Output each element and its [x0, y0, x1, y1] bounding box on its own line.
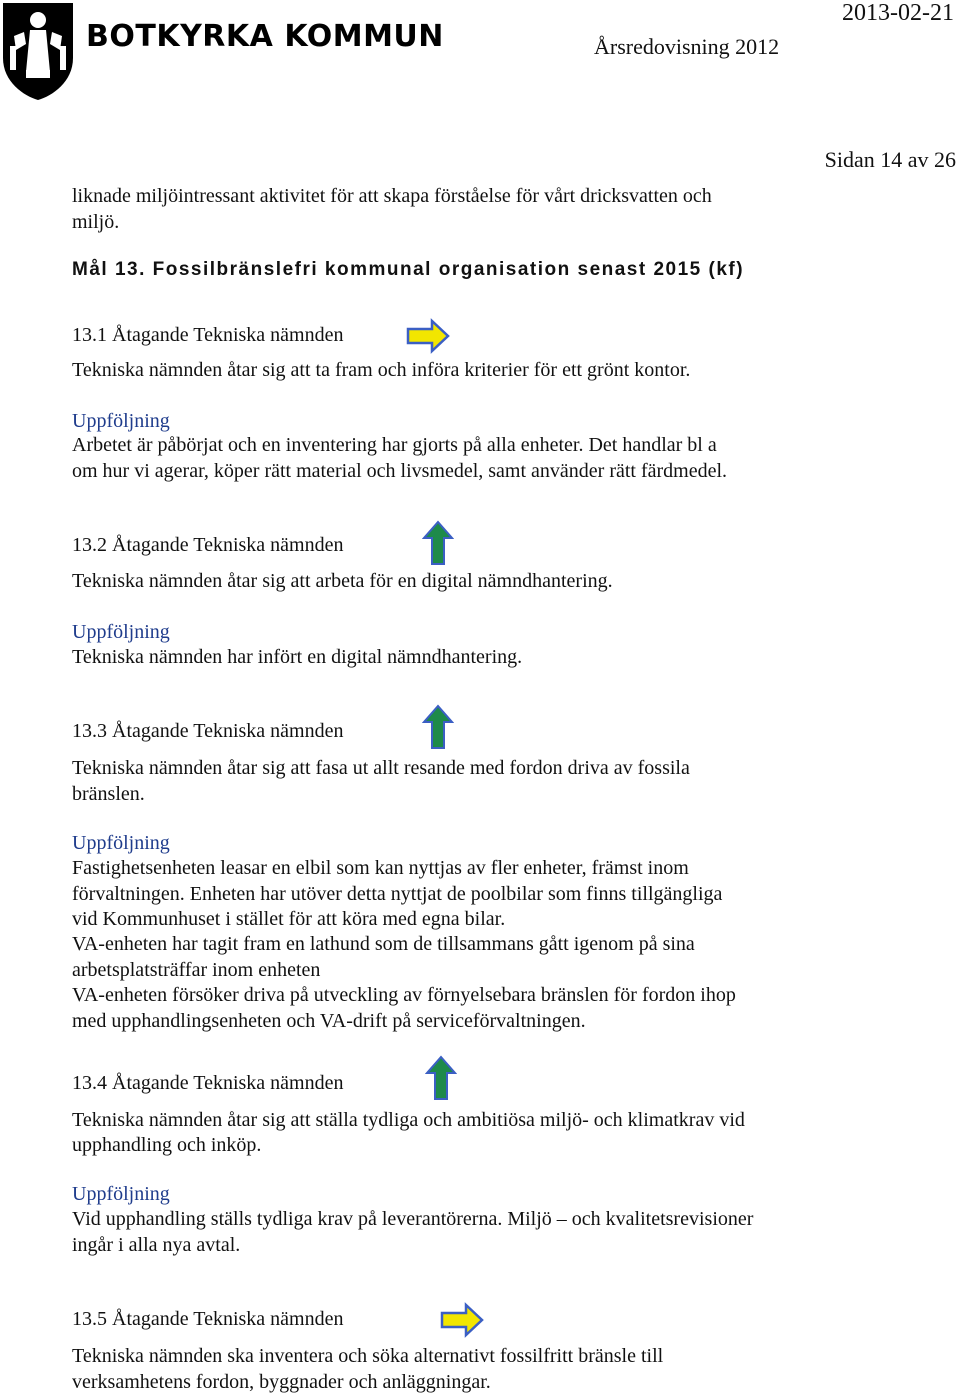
right-arrow-icon	[406, 318, 450, 354]
followup-label: Uppföljning	[72, 410, 170, 432]
followup-label: Uppföljning	[72, 1183, 170, 1205]
commitment-heading: 13.1 Åtagande Tekniska nämnden	[72, 324, 344, 346]
page-number: Sidan 14 av 26	[824, 147, 956, 172]
commitment-text: verksamhetens fordon, byggnader och anläggningar.	[72, 1371, 491, 1393]
municipality-shield-logo	[0, 0, 76, 102]
followup-text: Tekniska nämnden har infört en digital nämndhantering.	[72, 646, 523, 668]
intro-line: miljö.	[72, 211, 120, 233]
followup-text: Fastighetsenheten leasar en elbil som kan nyttjas av fler enheter, främst inom	[72, 857, 689, 879]
document-date: 2013-02-21	[842, 0, 954, 26]
followup-text: Arbetet är påbörjat och en inventering har gjorts på alla enheter. Det handlar bl a	[72, 434, 717, 456]
followup-text: förvaltningen. Enheten har utöver detta nyttjat de poolbilar som finns tillgängliga	[72, 883, 723, 905]
followup-text: ingår i alla nya avtal.	[72, 1234, 241, 1256]
report-title: Årsredovisning 2012	[594, 34, 780, 59]
followup-text: VA-enheten har tagit fram en lathund som de tillsammans gått igenom på sina	[72, 933, 695, 955]
commitment-text: Tekniska nämnden åtar sig att fasa ut allt resande med fordon driva av fossila	[72, 757, 690, 779]
commitment-heading: 13.5 Åtagande Tekniska nämnden	[72, 1308, 344, 1330]
followup-text: VA-enheten försöker driva på utveckling av förnyelsebara bränslen för fordon ihop	[72, 984, 736, 1006]
followup-text: om hur vi agerar, köper rätt material och livsmedel, samt använder rätt färdmedel.	[72, 460, 728, 482]
commitment-text: Tekniska nämnden åtar sig att ta fram och införa kriterier för ett grönt kontor.	[72, 359, 691, 381]
followup-label: Uppföljning	[72, 832, 170, 854]
commitment-text: Tekniska nämnden åtar sig att ställa tydliga och ambitiösa miljö- och klimatkrav vid	[72, 1109, 745, 1131]
followup-text: Vid upphandling ställs tydliga krav på leverantörerna. Miljö – och kvalitetsrevisioner	[72, 1208, 754, 1230]
followup-text: vid Kommunhuset i stället för att köra med egna bilar.	[72, 908, 506, 930]
commitment-text: Tekniska nämnden ska inventera och söka alternativt fossilfritt bränsle till	[72, 1345, 664, 1367]
intro-line: liknade miljöintressant aktivitet för att skapa förståelse för vårt dricksvatten och	[72, 185, 712, 207]
brand-name: BOTKYRKA KOMMUN	[86, 19, 444, 54]
commitment-heading: 13.3 Åtagande Tekniska nämnden	[72, 720, 344, 742]
followup-text: med upphandlingsenheten och VA-drift på serviceförvaltningen.	[72, 1010, 586, 1032]
up-arrow-icon	[425, 1055, 457, 1101]
commitment-text: upphandling och inköp.	[72, 1134, 262, 1156]
followup-label: Uppföljning	[72, 621, 170, 643]
commitment-heading: 13.2 Åtagande Tekniska nämnden	[72, 534, 344, 556]
commitment-heading: 13.4 Åtagande Tekniska nämnden	[72, 1072, 344, 1094]
up-arrow-icon	[422, 704, 454, 750]
right-arrow-icon	[440, 1302, 484, 1338]
commitment-text: Tekniska nämnden åtar sig att arbeta för en digital nämndhantering.	[72, 570, 613, 592]
goal-heading: Mål 13. Fossilbränslefri kommunal organisation senast 2015 (kf)	[72, 259, 745, 280]
up-arrow-icon	[422, 520, 454, 566]
followup-text: arbetsplatsträffar inom enheten	[72, 959, 321, 981]
commitment-text: bränslen.	[72, 783, 145, 805]
